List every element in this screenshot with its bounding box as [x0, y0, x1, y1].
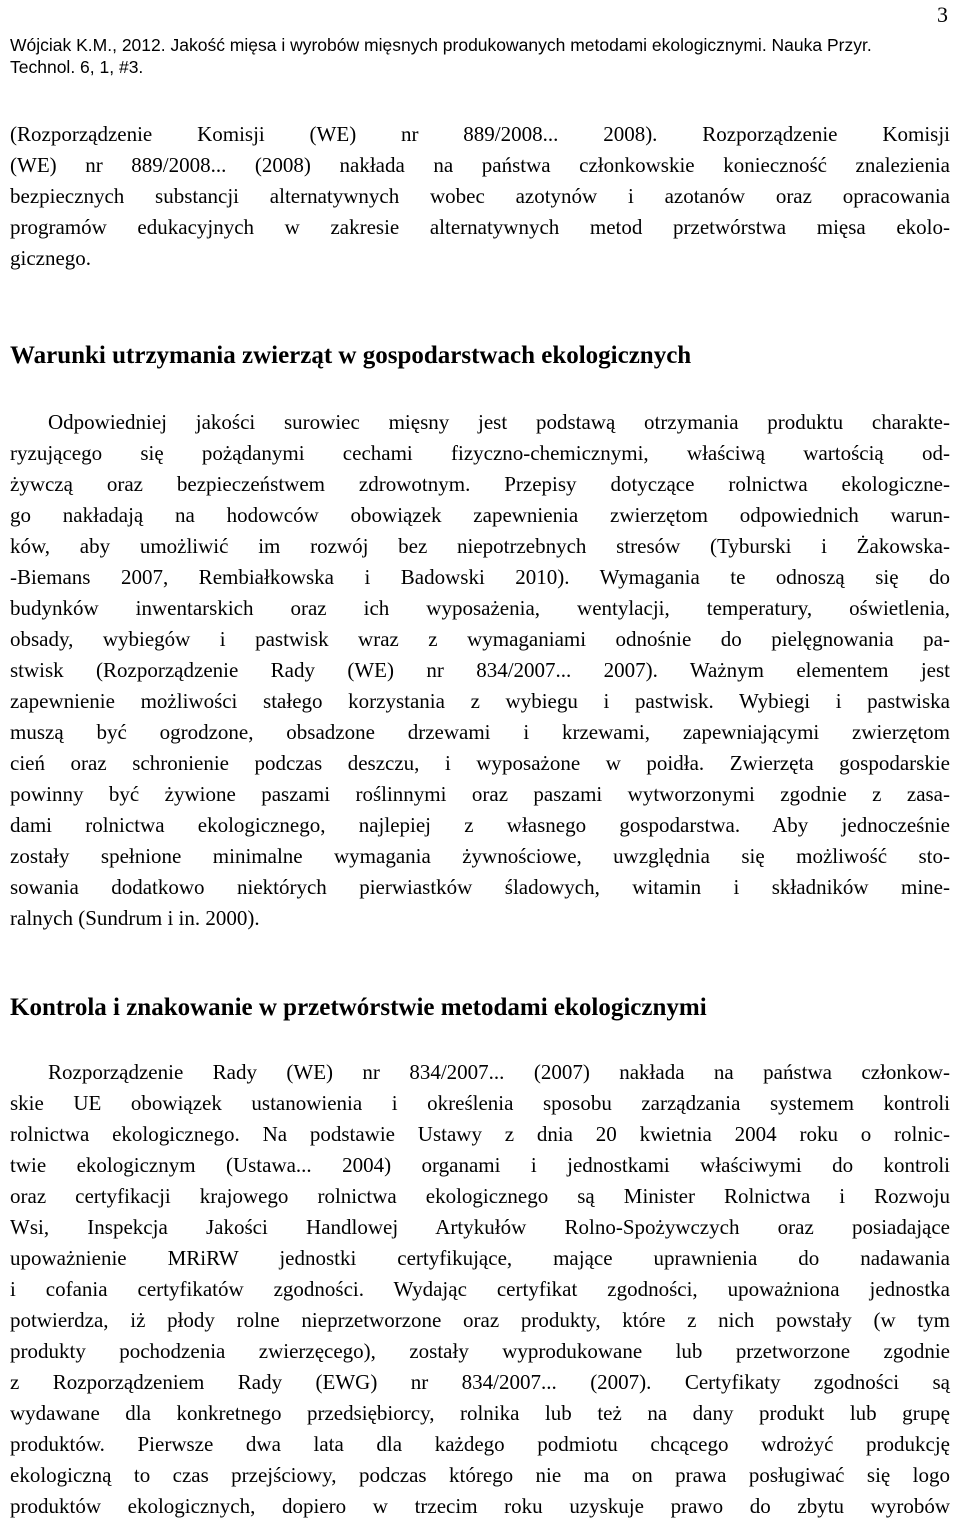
- paragraph-line: go nakładają na hodowców obowiązek zapewnienia zwierzętom odpowiednich warun-: [10, 503, 950, 527]
- paragraph-line: ków, aby umożliwić im rozwój bez niepotrzebnych stresów (Tyburski i Żakowska-: [10, 534, 950, 558]
- running-header-line-2: Technol. 6, 1, #3.: [10, 57, 144, 77]
- paragraph-line: produktów. Pierwsze dwa lata dla każdego podmiotu chcącego wdrożyć produkcję: [10, 1432, 950, 1456]
- section-heading-animal-conditions: Warunki utrzymania zwierząt w gospodarstwach ekologicznych: [10, 342, 692, 369]
- paragraph-line: budynków inwentarskich oraz ich wyposażenia, wentylacji, temperatury, oświetlenia,: [10, 596, 950, 620]
- paragraph-line: Odpowiedniej jakości surowiec mięsny jest podstawą otrzymania produktu charakte-: [48, 410, 950, 434]
- page-number: 3: [937, 2, 948, 27]
- paragraph-line: i cofania certyfikatów zgodności. Wydając certyfikat zgodności, upoważniona jednostka: [10, 1277, 950, 1301]
- section1-paragraph: [10, 407, 950, 934]
- paragraph-line: (Rozporządzenie Komisji (WE) nr 889/2008... 2008). Rozporządzenie Komisji: [10, 122, 950, 146]
- paragraph-line: rolnictwa ekologicznego. Na podstawie Ustawy z dnia 20 kwietnia 2004 roku o rolnic-: [10, 1122, 950, 1146]
- paragraph-line: dami rolnictwa ekologicznego, najlepiej z własnego gospodarstwa. Aby jednocześnie: [10, 813, 950, 837]
- paragraph-line: sowania dodatkowo niektórych pierwiastków śladowych, witamin i składników mine-: [10, 875, 950, 899]
- paragraph-line: wydawane dla konkretnego przedsiębiorcy, rolnika lub też na dany produkt lub grupę: [10, 1401, 950, 1425]
- paragraph-line: -Biemans 2007, Rembiałkowska i Badowski 2010). Wymagania te odnoszą się do: [10, 565, 950, 589]
- paragraph-line: (WE) nr 889/2008... (2008) nakłada na państwa członkowskie konieczność znalezienia: [10, 153, 950, 177]
- running-header-line-1: Wójciak K.M., 2012. Jakość mięsa i wyrobów mięsnych produkowanych metodami ekologicznymi. Nauka Przyr.: [10, 35, 872, 55]
- paragraph-line: gicznego.: [10, 246, 92, 270]
- running-header: [10, 34, 910, 78]
- paragraph-line: Rozporządzenie Rady (WE) nr 834/2007... (2007) nakłada na państwa członkow-: [48, 1060, 950, 1084]
- paragraph-line: upoważnienie MRiRW jednostki certyfikujące, mające uprawnienia do nadawania: [10, 1246, 950, 1270]
- paragraph-line: programów edukacyjnych w zakresie alternatywnych metod przetwórstwa mięsa ekolo-: [10, 215, 950, 239]
- paragraph-line: z Rozporządzeniem Rady (EWG) nr 834/2007... (2007). Certyfikaty zgodności są: [10, 1370, 950, 1394]
- paragraph-line: żywczą oraz bezpieczeństwem zdrowotnym. Przepisy dotyczące rolnictwa ekologiczne-: [10, 472, 950, 496]
- paragraph-line: oraz certyfikacji krajowego rolnictwa ekologicznego są Minister Rolnictwa i Rozwoju: [10, 1184, 950, 1208]
- paragraph-line: ralnych (Sundrum i in. 2000).: [10, 906, 260, 930]
- paragraph-line: zapewnienie możliwości stałego korzystania z wybiegu i pastwisk. Wybiegi i pastwiska: [10, 689, 950, 713]
- section-heading-control-labeling: Kontrola i znakowanie w przetwórstwie metodami ekologicznymi: [10, 994, 707, 1021]
- paragraph-line: Wsi, Inspekcja Jakości Handlowej Artykułów Rolno-Spożywczych oraz posiadające: [10, 1215, 950, 1239]
- paragraph-line: bezpiecznych substancji alternatywnych wobec azotynów i azotanów oraz opracowania: [10, 184, 950, 208]
- paragraph-line: muszą być ogrodzone, obsadzone drzewami i krzewami, zapewniającymi zwierzętom: [10, 720, 950, 744]
- paragraph-line: cień oraz schronienie podczas deszczu, i wyposażone w poidła. Zwierzęta gospodarskie: [10, 751, 950, 775]
- paragraph-line: skie UE obowiązek ustanowienia i określenia sposobu zarządzania systemem kontroli: [10, 1091, 950, 1115]
- intro-paragraph: [10, 119, 950, 274]
- paragraph-line: powinny być żywione paszami roślinnymi oraz paszami wytworzonymi zgodnie z zasa-: [10, 782, 950, 806]
- paragraph-line: produkty pochodzenia zwierzęcego), zostały wyprodukowane lub przetworzone zgodnie: [10, 1339, 950, 1363]
- paragraph-line: twie ekologicznym (Ustawa... 2004) organami i jednostkami właściwymi do kontroli: [10, 1153, 950, 1177]
- paragraph-line: ekologiczną to czas przejściowy, podczas którego nie ma on prawa posługiwać się logo: [10, 1463, 950, 1487]
- paragraph-line: stwisk (Rozporządzenie Rady (WE) nr 834/2007... 2007). Ważnym elementem jest: [10, 658, 950, 682]
- paragraph-line: produktów ekologicznych, dopiero w trzecim roku uzyskuje prawo do zbytu wyrobów: [10, 1494, 950, 1518]
- paragraph-line: potwierdza, iż płody rolne nieprzetworzone oraz produkty, które z nich powstały (w tym: [10, 1308, 950, 1332]
- section2-paragraph: [10, 1057, 950, 1522]
- paragraph-line: zostały spełnione minimalne wymagania żywnościowe, uwzględnia się możliwość sto-: [10, 844, 950, 868]
- paragraph-line: ryzującego się pożądanymi cechami fizyczno-chemicznymi, właściwą wartością od-: [10, 441, 950, 465]
- paragraph-line: obsady, wybiegów i pastwisk wraz z wymaganiami odnośnie do pielęgnowania pa-: [10, 627, 950, 651]
